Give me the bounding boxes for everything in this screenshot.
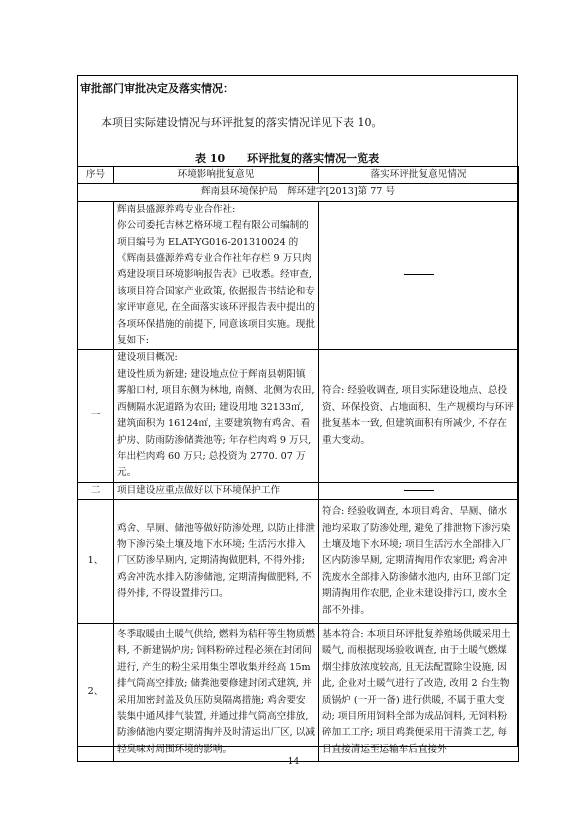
table-number: 表 10 [195, 152, 226, 165]
row-number: 1、 [78, 500, 114, 624]
implementation-cell [319, 482, 519, 499]
implementation-cell: 基本符合: 本项目环评批复养殖场供暖采用土暖气, 而根据现场验收调查, 由于土暖气燃煤烟尘排放浓度较高, 且无法配置除尘设施, 因此, 企业对土暖气进行了改造, 改用 2 台生物质锅炉 (一开一备) 进行供暖, 不属于重大变动; 项目所用饲料全部为成品饲料, 无饲料粉碎加工工序; 项目鸡粪便采用干清粪工艺, 每日直接清运至运输车后直接外 [319, 624, 519, 762]
dash-marker [404, 274, 434, 275]
opinion-cell: 冬季取暖由土暖气供给, 燃料为秸秆等生物质燃料, 不新建锅炉房; 饲料粉碎过程必须在封闭间进行, 产生的粉尘采用集尘罩收集并经高 15m 排气筒高空排放; 储粪池要修建封闭式建筑, 并采用加密封盖及负压防臭隔离措施; 鸡舍要安装集中通风排气装置, 并通过排气筒高空排放, 防渗储池内要定期清掏并及时清运出厂区, 以减轻臭味对周围环境的影响。 [114, 624, 319, 762]
table-caption [195, 150, 379, 166]
table-row [78, 624, 519, 762]
implementation-cell [319, 201, 519, 350]
col-header-opinion: 环境影响批复意见 [114, 167, 319, 184]
row-number [78, 201, 114, 350]
col-header-implementation: 落实环评批复意见情况 [319, 167, 519, 184]
opinion-cell: 鸡舍、旱厕、储池等做好防渗处理, 以防止排泄物下渗污染土壤及地下水环境; 生活污水排入厂区防渗旱厕内, 定期清掏做肥料, 不得外排; 鸡舍冲洗水排入防渗储池, 定期清掏做肥料, 不得外排, 不得设置排污口。 [114, 500, 319, 624]
row-number: 2、 [78, 624, 114, 762]
opinion-cell [114, 350, 319, 482]
opinion-text: 辉南县盛源养鸡专业合作社: 你公司委托吉林艺格环境工程有限公司编制的项目编号为 ELAT-YG016-201310024 的《辉南县盛源养鸡专业合作社年存栏 9 万只肉鸡建设项目环境影响报告表》已收悉。经审查, 该项目符合国家产业政策, 依据报告书结论和专家评审意见, 在全面落实该环评报告表中提出的各项环保措施的前提下, 同意该项目实施。现批复如下: [117, 203, 315, 347]
intro-paragraph: 本项目实际建设情况与环评批复的落实情况详见下表 10。 [101, 116, 383, 129]
col-header-no: 序号 [78, 167, 114, 184]
table-row [78, 350, 519, 482]
table-row [78, 500, 519, 624]
row-number: 二 [78, 482, 114, 499]
table-title: 环评批复的落实情况一览表 [247, 152, 380, 165]
implementation-text: 符合: 经验收调查, 项目实际建设地点、总投资、环保投资、占地面积、生产规模均与环评批复基本一致, 但建筑面积有所减少, 不存在重大变动。 [322, 385, 514, 446]
page-number: 14 [287, 757, 300, 767]
dash-marker [404, 490, 434, 491]
table-row [78, 482, 519, 499]
table-row [78, 201, 519, 350]
authority-cell: 辉南县环境保护局 辉环建字[2013]第 77 号 [78, 184, 519, 201]
opinion-cell [114, 201, 319, 350]
section-header: 审批部门审批决定及落实情况： [80, 82, 234, 95]
opinion-cell: 项目建设应重点做好以下环境保护工作 [114, 482, 319, 499]
row-number: 一 [78, 350, 114, 482]
implementation-cell [319, 350, 519, 482]
implementation-cell: 符合: 经验收调查, 本项目鸡舍、旱厕、储水池均采取了防渗处理, 避免了排泄物下渗污染土壤及地下水环境; 项目生活污水全部排入厂区内防渗旱厕, 定期清掏用作农家肥; 鸡舍冲洗废水全部排入防渗储水池内, 由环卫部门定期清掏用作农肥, 企业未建设排污口, 废水全部不外排。 [319, 500, 519, 624]
table-header-row [78, 167, 519, 184]
opinion-text: 建设项目概况: 建设性质为新建; 建设地点位于辉南县朝阳镇雾船口村, 项目东侧为林地, 南侧、北侧为农田, 西侧隔水泥道路为农田; 建设用地 32133㎡, 建筑面积为 16124㎡, 主要建筑物有鸡舍、看护房、防雨防渗储粪池等; 年存栏肉鸡 9 万只, 年出栏肉鸡 60 万只; 总投资为 2770. 07 万元。 [117, 352, 315, 479]
approval-table [77, 166, 519, 762]
authority-row [78, 184, 519, 201]
